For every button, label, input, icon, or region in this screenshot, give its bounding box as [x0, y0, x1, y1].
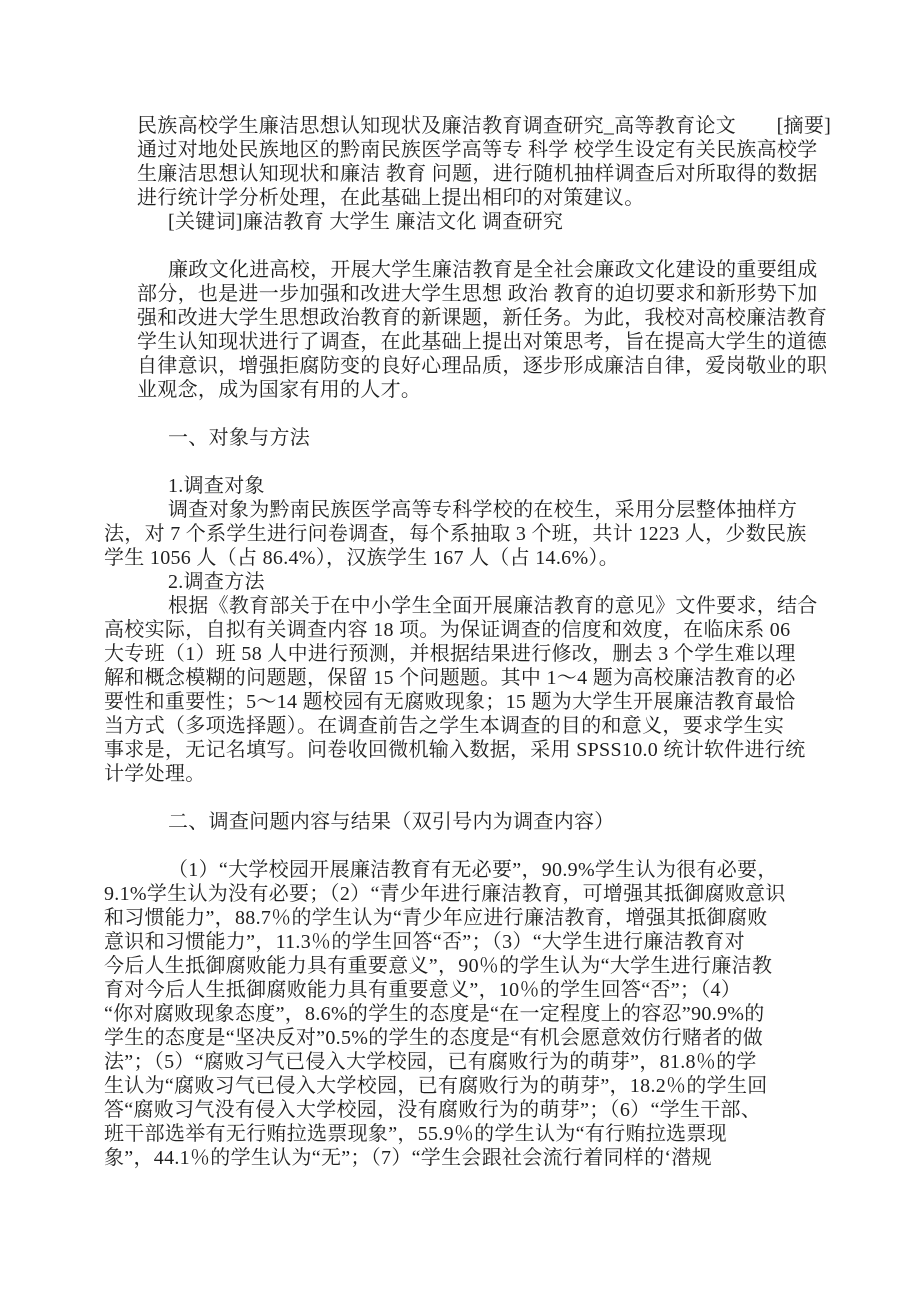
text-line: 1.调查对象 [168, 475, 265, 497]
text-line: 大专班（1）班 58 人中进行预测，并根据结果进行修改，删去 3 个学生难以理 [104, 643, 796, 665]
text-line: 强和改进大学生思想政治教育的新课题，新任务。为此，我校对高校廉洁教育 [137, 307, 828, 329]
text-line: （1）“大学校园开展廉洁教育有无必要”，90.9%学生认为很有必要， [168, 859, 778, 881]
text-line: 9.1%学生认为没有必要；（2）“青少年进行廉洁教育，可增强其抵御腐败意识 [104, 883, 786, 905]
text-line: 根据《教育部关于在中小学生全面开展廉洁教育的意见》文件要求，结合 [168, 595, 818, 617]
text-line: 法，对 7 个系学生进行问卷调查，每个系抽取 3 个班，共计 1223 人，少数民族 [104, 523, 807, 545]
text-line: 高校实际，自拟有关调查内容 18 项。为保证调查的信度和效度，在临床系 06 [104, 619, 791, 641]
blank-line [104, 234, 890, 258]
blank-line [104, 450, 890, 474]
text-line: 象”，44.1％的学生认为“无”；（7）“学生会跟社会流行着同样的‘潜规 [104, 1147, 712, 1169]
text-line: 事求是，无记名填写。问卷收回微机输入数据，采用 SPSS10.0 统计软件进行统 [104, 739, 806, 761]
text-line: 生认为“腐败习气已侵入大学校园，已有腐败行为的萌芽”，18.2％的学生回 [104, 1075, 768, 1097]
text-line: 部分，也是进一步加强和改进大学生思想 政治 教育的迫切要求和新形势下加 [137, 283, 818, 305]
text-line: “你对腐败现象态度”，8.6%的学生的态度是“在一定程度上的容忍”90.9%的 [104, 1003, 765, 1025]
text-line: 2.调查方法 [168, 571, 265, 593]
text-line: 要性和重要性；5～14 题校园有无腐败现象；15 题为大学生开展廉洁教育最恰 [104, 691, 796, 713]
document-text [104, 114, 890, 1170]
text-line: 进行统计学分析处理，在此基础上提出相印的对策建议。 [137, 187, 645, 209]
text-line: 答“腐败习气没有侵入大学校园，没有腐败行为的萌芽”；（6）“学生干部、 [104, 1099, 762, 1121]
text-line: 自律意识，增强拒腐防变的良好心理品质，逐步形成廉洁自律，爱岗敬业的职 [137, 355, 828, 377]
text-line: 廉政文化进高校，开展大学生廉洁教育是全社会廉政文化建设的重要组成 [168, 259, 818, 281]
text-line: 育对今后人生抵御腐败能力具有重要意义”，10％的学生回答“否”；（4） [104, 979, 742, 1001]
text-line: 业观念，成为国家有用的人才。 [137, 379, 422, 401]
blank-line [104, 834, 890, 858]
text-line: 今后人生抵御腐败能力具有重要意义”，90％的学生认为“大学生进行廉洁教 [104, 955, 773, 977]
text-line: 和习惯能力”，88.7％的学生认为“青少年应进行廉洁教育，增强其抵御腐败 [104, 907, 768, 929]
text-line: 调查对象为黔南民族医学高等专科学校的在校生，采用分层整体抽样方 [168, 499, 798, 521]
text-line: [关键词]廉洁教育 大学生 廉洁文化 调查研究 [168, 211, 564, 233]
text-line: 法”；（5）“腐败习气已侵入大学校园，已有腐败行为的萌芽”，81.8％的学 [104, 1051, 757, 1073]
text-line: 班干部选举有无行贿拉选票现象”，55.9％的学生认为“有行贿拉选票现 [104, 1123, 727, 1145]
blank-line [104, 402, 890, 426]
text-line: 学生 1056 人（占 86.4%），汉族学生 167 人（占 14.6%）。 [104, 547, 620, 569]
text-line: 当方式（多项选择题）。在调查前告之学生本调查的目的和意义，要求学生实 [104, 715, 785, 737]
text-line: 计学处理。 [104, 763, 206, 785]
blank-line [104, 786, 890, 810]
text-line: 解和概念模糊的问题题，保留 15 个问题题。其中 1～4 题为高校廉洁教育的必 [104, 667, 796, 689]
text-line: 二、调查问题内容与结果（双引号内为调查内容） [168, 811, 615, 833]
text-line: 意识和习惯能力”，11.3％的学生回答“否”；（3）“大学生进行廉洁教育对 [104, 931, 745, 953]
text-line: 学生的态度是“坚决反对”0.5%的学生的态度是“有机会愿意效仿行赌者的做 [104, 1027, 764, 1049]
text-line: 通过对地处民族地区的黔南民族医学高等专 科学 校学生设定有关民族高校学 [137, 139, 818, 161]
text-line: 学生认知现状进行了调查，在此基础上提出对策思考，旨在提高大学生的道德 [137, 331, 828, 353]
text-line: 生廉洁思想认知现状和廉洁 教育 问题，进行随机抽样调查后对所取得的数据 [137, 163, 818, 185]
text-line: 一、对象与方法 [168, 427, 311, 449]
text-line: 民族高校学生廉洁思想认知现状及廉洁教育调查研究_高等教育论文 [摘要] [137, 115, 832, 137]
